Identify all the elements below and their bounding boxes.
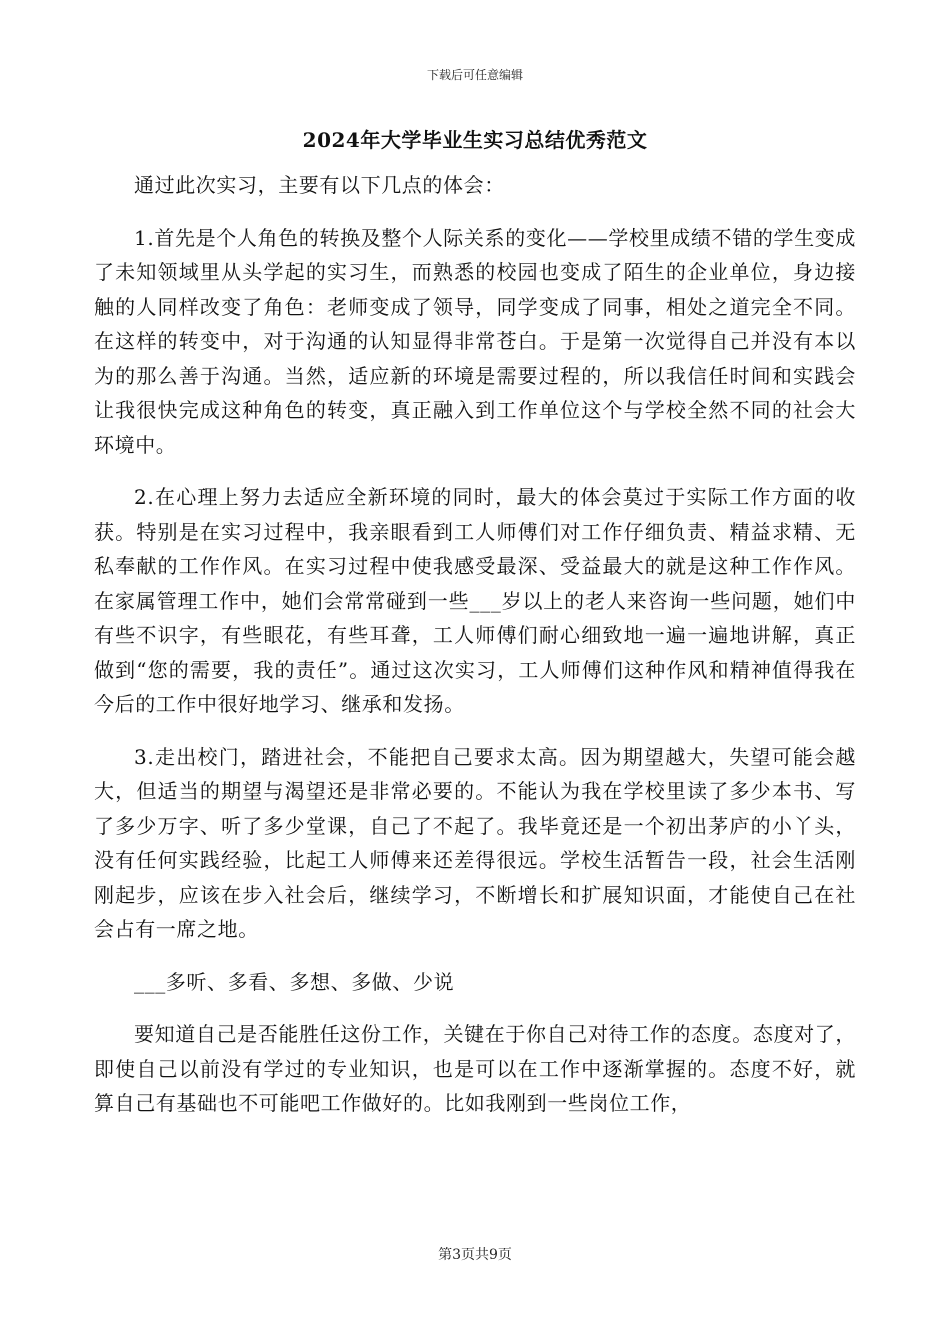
paragraph-2: 2.在心理上努力去适应全新环境的同时，最大的体会莫过于实际工作方面的收获。特别是在实习过程中，我亲眼看到工人师傅们对工作仔细负责、精益求精、无私奉献的工作作风。在实习过程中使我感受最深、受益最大的就是这种工作作风。在家属管理工作中，她们会常常碰到一些___岁以上的老人来咨询一些问题，她们中有些不识字，有些眼花，有些耳聋，工人师傅们耐心细致地一遍一遍地讲解，真正做到“您的需要，我的责任”。通过这次实习，工人师傅们这种作风和精神值得我在今后的工作中很好地学习、继承和发扬。 (94, 485, 856, 716)
paragraph-3: 3.走出校门，踏进社会，不能把自己要求太高。因为期望越大，失望可能会越大，但适当的期望与渴望还是非常必要的。不能认为我在学校里读了多少本书、写了多少万字、听了多少堂课，自己了不起了。我毕竟还是一个初出茅庐的小丫头，没有任何实践经验，比起工人师傅来还差得很远。学校生活暂告一段，社会生活刚刚起步，应该在步入社会后，继续学习，不断增长和扩展知识面，才能使自己在社会占有一席之地。 (94, 744, 856, 941)
paragraph-intro: 通过此次实习，主要有以下几点的体会： (134, 173, 505, 197)
paragraph-1: 1.首先是个人角色的转换及整个人际关系的变化——学校里成绩不错的学生变成了未知领域里从头学起的实习生，而熟悉的校园也变成了陌生的企业单位，身边接触的人同样改变了角色：老师变成了领导，同学变成了同事，相处之道完全不同。在这样的转变中，对于沟通的认知显得非常苍白。于是第一次觉得自己并没有本以为的那么善于沟通。当然，适应新的环境是需要过程的，所以我信任时间和实践会让我很快完成这种角色的转变，真正融入到工作单位这个与学校全然不同的社会大环境中。 (94, 225, 856, 457)
page-number: 第3页共9页 (438, 1247, 512, 1263)
document-title: 2024年大学毕业生实习总结优秀范文 (302, 128, 648, 152)
paragraph-heading: ___多听、多看、多想、多做、少说 (134, 969, 455, 994)
page-header: 下载后可任意编辑 (426, 68, 523, 82)
paragraph-4: 要知道自己是否能胜任这份工作，关键在于你自己对待工作的态度。态度对了，即使自己以前没有学过的专业知识，也是可以在工作中逐渐掌握的。态度不好，就算自己有基础也不可能吧工作做好的。比如我刚到一些岗位工作， (94, 1022, 856, 1115)
document-body (94, 168, 856, 1139)
